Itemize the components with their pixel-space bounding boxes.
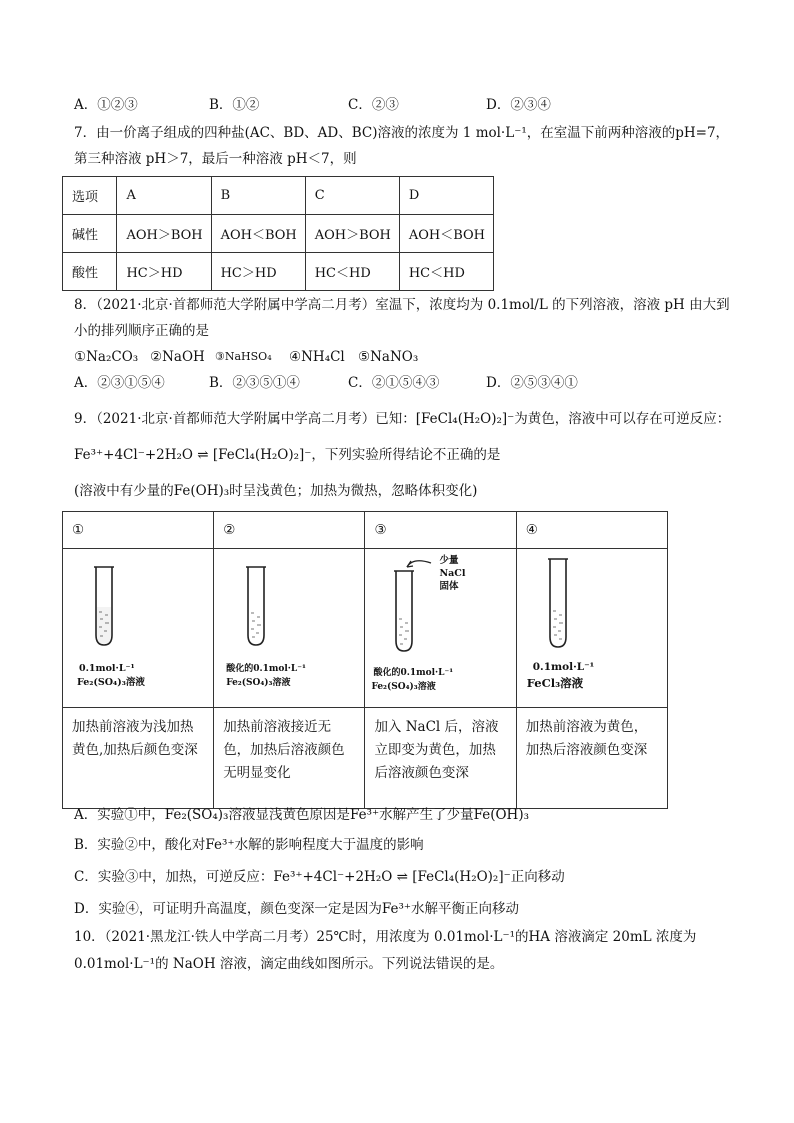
q9-stem-line2: Fe³⁺+4Cl⁻+2H₂O ⇌ [FeCl₄(H₂O)₂]⁻，下列实验所得结论不正确的是	[74, 447, 501, 463]
q10-stem-line1: 10．（2021·黑龙江·铁人中学高二月考）25℃时，用浓度为 0.01mol·L⁻¹的HA 溶液滴定 20mL 浓度为	[74, 929, 697, 945]
add-label-3: 固体	[439, 581, 459, 592]
add-label-2: NaCl	[439, 568, 466, 579]
tube-cell-4	[516, 549, 667, 708]
q10-stem-line2: 0.01mol·L⁻¹的 NaOH 溶液，滴定曲线如图所示。下列说法错误的是。	[74, 956, 504, 972]
tube-label-3b: Fe₂(SO₄)₃溶液	[371, 682, 436, 692]
q7-stem-line1: 7．由一价离子组成的四种盐(AC、BD、AD、BC)溶液的浓度为 1 mol·L⁻¹，在室温下前两种溶液的pH=7，	[74, 125, 730, 141]
q9-option-d: D．实验④，可证明升高温度，颜色变深一定是因为Fe³⁺水解平衡正向移动	[74, 901, 519, 917]
table-row	[63, 549, 668, 708]
table-cell: B	[211, 177, 305, 215]
tube-cell-3	[365, 549, 516, 708]
table-cell: C	[305, 177, 399, 215]
table-cell: HC＜HD	[305, 253, 399, 291]
table-cell: HC＜HD	[399, 253, 493, 291]
q8-option-c: C．②①⑤④③	[348, 375, 440, 391]
q9-stem-line1: 9．（2021·北京·首都师范大学附属中学高二月考）已知：[FeCl₄(H₂O)₂]⁻为黄色，溶液中可以存在可逆反应：	[74, 411, 731, 427]
table-cell: HC＞HD	[117, 253, 211, 291]
table-cell: ③	[365, 512, 516, 549]
table-cell: AOH＞BOH	[305, 215, 399, 253]
table-cell: AOH＜BOH	[211, 215, 305, 253]
table-cell: HC＞HD	[211, 253, 305, 291]
q9-option-b: B．实验②中，酸化对Fe³⁺水解的影响程度大于温度的影响	[74, 837, 424, 853]
table-cell: 加入 NaCl 后，溶液立即变为黄色，加热后溶液颜色变深	[365, 708, 516, 809]
q6-option-a: A．①②③	[74, 97, 138, 113]
table-cell: D	[399, 177, 493, 215]
table-row	[63, 512, 668, 549]
tube-label-2a: 酸化的0.1mol·L⁻¹	[226, 664, 306, 674]
q6-option-c: C．②③	[348, 97, 399, 113]
tube-label-4a: 0.1mol·L⁻¹	[532, 661, 595, 673]
table-cell: 加热前溶液为浅加热黄色,加热后颜色变深	[63, 708, 214, 809]
q8-substance-3: ③NaHSO₄	[215, 350, 272, 363]
q8-substance-1: ①Na₂CO₃	[74, 349, 139, 365]
table-row	[63, 215, 494, 253]
table-cell: ②	[214, 512, 365, 549]
q9-option-c: C．实验③中，加热，可逆反应：Fe³⁺+4Cl⁻+2H₂O ⇌ [FeCl₄(H₂O)₂]⁻正向移动	[74, 869, 565, 885]
table-cell: ④	[516, 512, 667, 549]
tube-label-1a: 0.1mol·L⁻¹	[79, 663, 135, 674]
table-row	[63, 253, 494, 291]
table-cell: 碱性	[63, 215, 117, 253]
q8-substance-5: ⑤NaNO₃	[358, 349, 419, 365]
q6-option-d: D．②③④	[486, 97, 551, 113]
table-cell: 选项	[63, 177, 117, 215]
tube-cell-2	[214, 549, 365, 708]
q9-option-a: A．实验①中，Fe₂(SO₄)₃溶液显浅黄色原因是Fe³⁺水解产生了少量Fe(OH)₃	[74, 807, 530, 823]
q9-table	[62, 511, 668, 809]
q8-option-a: A．②③①⑤④	[74, 375, 165, 391]
table-cell: A	[117, 177, 211, 215]
tube-label-3a: 酸化的0.1mol·L⁻¹	[373, 668, 454, 678]
q8-stem-line1: 8．（2021·北京·首都师范大学附属中学高二月考）室温下，浓度均为 0.1mol/L 的下列溶液，溶液 pH 由大到	[74, 297, 730, 313]
table-cell: 酸性	[63, 253, 117, 291]
table-cell: AOH＜BOH	[399, 215, 493, 253]
q8-substance-4: ④NH₄Cl	[289, 349, 345, 365]
table-cell: AOH＞BOH	[117, 215, 211, 253]
q7-table	[62, 176, 494, 291]
table-row	[63, 177, 494, 215]
tube-label-1b: Fe₂(SO₄)₃溶液	[77, 677, 145, 688]
q9-note: (溶液中有少量的Fe(OH)₃时呈浅黄色；加热为微热，忽略体积变化)	[74, 483, 478, 499]
q8-option-d: D．②⑤③④①	[486, 375, 578, 391]
q8-substance-2: ②NaOH	[150, 349, 205, 365]
tube-label-2b: Fe₂(SO₄)₃溶液	[226, 678, 291, 688]
table-cell: 加热前溶液接近无色，加热后溶液颜色无明显变化	[214, 708, 365, 809]
table-cell: 加热前溶液为黄色，加热后溶液颜色变深	[516, 708, 667, 809]
q6-option-b: B．①②	[209, 97, 260, 113]
table-row	[63, 708, 668, 809]
q7-stem-line2: 第三种溶液 pH＞7，最后一种溶液 pH＜7，则	[74, 151, 357, 167]
table-cell: ①	[63, 512, 214, 549]
tube-label-4b: FeCl₃溶液	[526, 676, 584, 690]
q8-option-b: B．②③⑤①④	[209, 375, 300, 391]
q8-stem-line2: 小的排列顺序正确的是	[74, 323, 209, 339]
tube-cell-1	[63, 549, 214, 708]
add-label-1: 少量	[439, 555, 459, 566]
